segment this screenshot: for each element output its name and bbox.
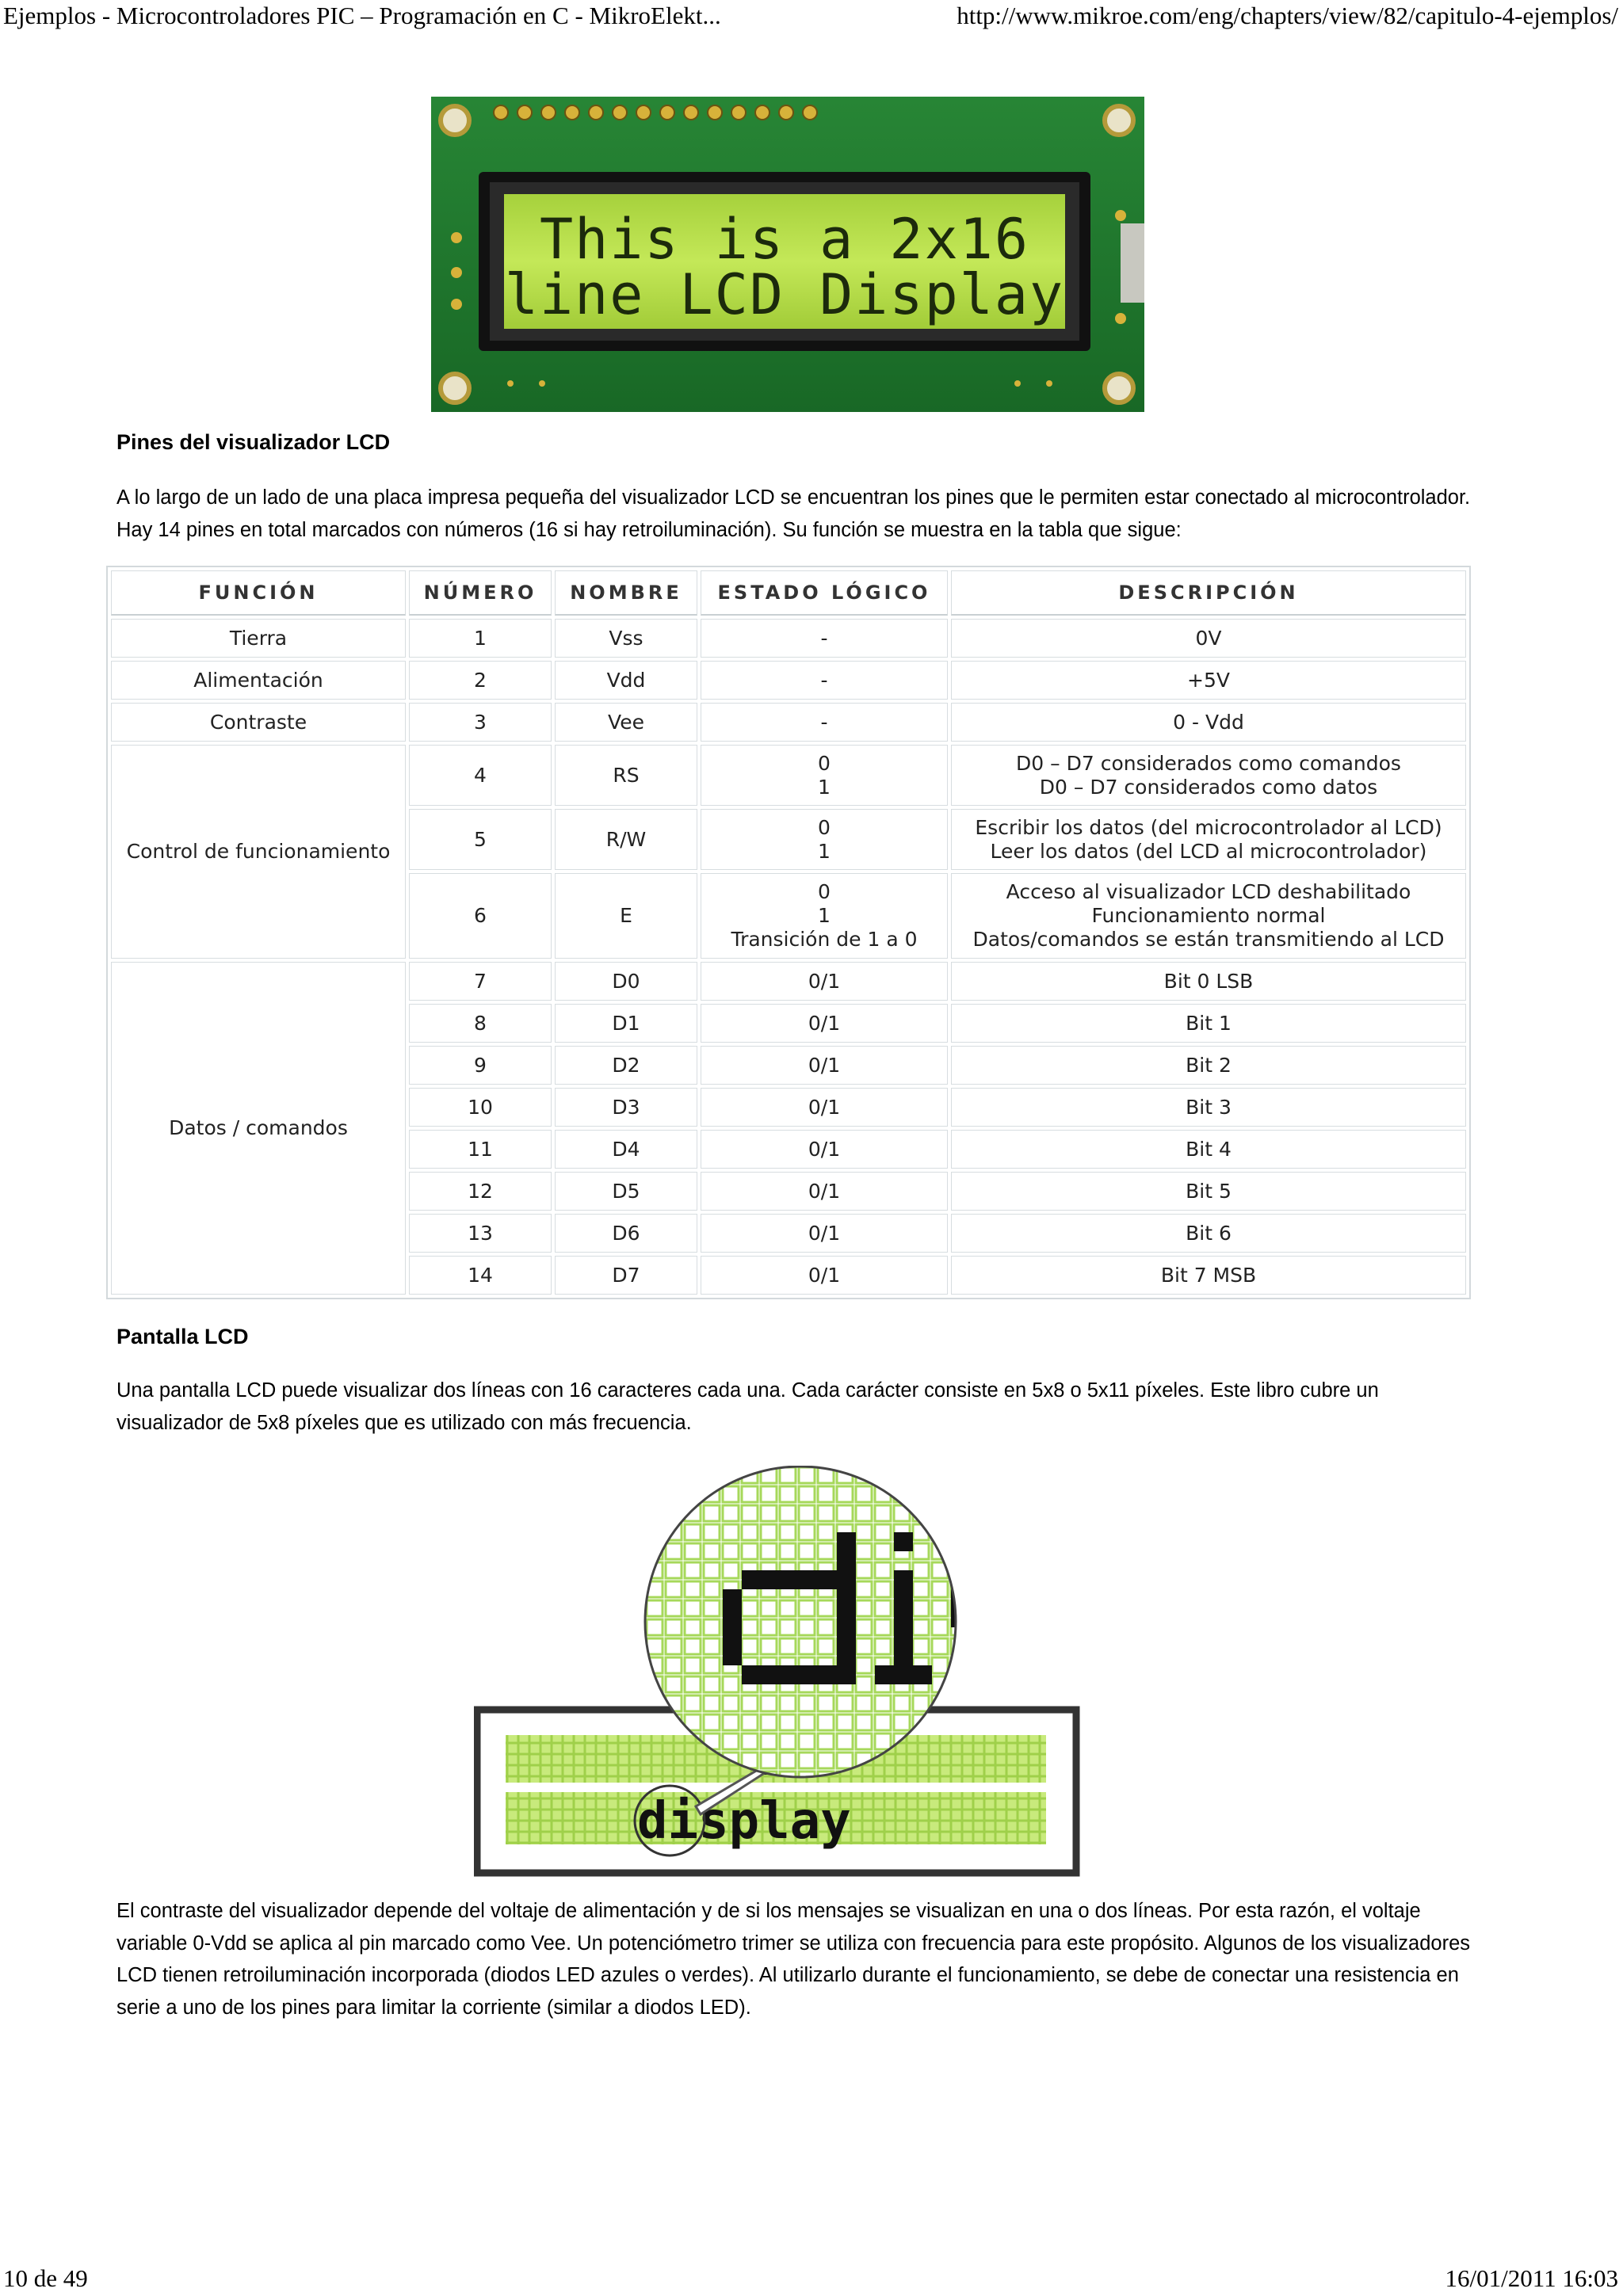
table-row: [111, 661, 1466, 700]
cell-numero: 2: [409, 661, 552, 700]
print-footer: [0, 2264, 1623, 2296]
table-row: [111, 619, 1466, 658]
cell-descripcion: Bit 7 MSB: [951, 1256, 1466, 1295]
cell-descripcion: Bit 4: [951, 1130, 1466, 1169]
cell-descripcion: 0V: [951, 619, 1466, 658]
estado-line: 0: [818, 751, 831, 775]
cell-descripcion: Bit 0 LSB: [951, 962, 1466, 1001]
cell-descripcion: [951, 745, 1466, 806]
cell-descripcion: [951, 873, 1466, 959]
cell-funcion: Contraste: [111, 703, 406, 742]
column-header-estado: ESTADO LÓGICO: [701, 570, 948, 616]
cell-numero: 4: [409, 745, 552, 806]
cell-estado: -: [701, 661, 948, 700]
cell-numero: 5: [409, 809, 552, 870]
cell-nombre: Vss: [555, 619, 697, 658]
cell-numero: 11: [409, 1130, 552, 1169]
estado-line: 1: [818, 775, 831, 799]
lcd-module-photo: [431, 97, 1144, 412]
cell-numero: 14: [409, 1256, 552, 1295]
lcd-line-2: line LCD Display: [504, 262, 1065, 327]
cell-descripcion: 0 - Vdd: [951, 703, 1466, 742]
table-row: [111, 703, 1466, 742]
cell-estado: [701, 809, 948, 870]
cell-nombre: RS: [555, 745, 697, 806]
section-heading-screen: Pantalla LCD: [116, 1325, 249, 1348]
cell-estado: -: [701, 703, 948, 742]
estado-line: 1: [818, 904, 831, 927]
cell-nombre: Vdd: [555, 661, 697, 700]
cell-funcion: Tierra: [111, 619, 406, 658]
estado-line: 1: [818, 839, 831, 863]
cell-estado: 0/1: [701, 1130, 948, 1169]
cell-nombre: D6: [555, 1214, 697, 1253]
cell-nombre: Vee: [555, 703, 697, 742]
print-page-title: Ejemplos - Microcontroladores PIC – Programación en C - MikroElekt...: [3, 2, 721, 29]
cell-descripcion: Bit 1: [951, 1004, 1466, 1043]
print-header: [0, 2, 1623, 33]
column-header-funcion: FUNCIÓN: [111, 570, 406, 616]
descripcion-line: D0 – D7 considerados como comandos: [1016, 751, 1401, 775]
table-header-row: [111, 570, 1466, 616]
cell-estado: -: [701, 619, 948, 658]
lcd-pixel-zoom-illustration: [474, 1466, 1124, 1878]
cell-numero: 1: [409, 619, 552, 658]
cell-estado: [701, 873, 948, 959]
cell-estado: 0/1: [701, 1214, 948, 1253]
table-row: [111, 745, 1466, 806]
cell-nombre: D2: [555, 1046, 697, 1085]
lcd-module-illustration: [431, 97, 1144, 412]
cell-estado: 0/1: [701, 962, 948, 1001]
cell-numero: 6: [409, 873, 552, 959]
descripcion-line: Acceso al visualizador LCD deshabilitado: [1006, 880, 1411, 903]
cell-funcion-group: Control de funcionamiento: [111, 745, 406, 959]
cell-descripcion: Bit 6: [951, 1214, 1466, 1253]
cell-numero: 3: [409, 703, 552, 742]
cell-nombre: D4: [555, 1130, 697, 1169]
cell-nombre: R/W: [555, 809, 697, 870]
column-header-descripcion: DESCRIPCIÓN: [951, 570, 1466, 616]
print-datetime: 16/01/2011 16:03: [1445, 2264, 1618, 2292]
cell-nombre: D7: [555, 1256, 697, 1295]
cell-descripcion: +5V: [951, 661, 1466, 700]
cell-funcion: Alimentación: [111, 661, 406, 700]
column-header-numero: NÚMERO: [409, 570, 552, 616]
section-paragraph-pins: A lo largo de un lado de una placa impresa pequeña del visualizador LCD se encuentran los pines que le permiten estar conectado al microcontrolador. Hay 14 pines en total marcados con números (16 si hay retroiluminación). Su función se muestra en la tabla que sigue:: [116, 486, 1471, 541]
cell-numero: 12: [409, 1172, 552, 1211]
cell-numero: 13: [409, 1214, 552, 1253]
cell-nombre: D1: [555, 1004, 697, 1043]
print-page-number: 10 de 49: [3, 2264, 88, 2292]
cell-nombre: D3: [555, 1088, 697, 1127]
lcd-pixel-zoom-figure: [474, 1466, 1124, 1878]
contrast-paragraph: El contraste del visualizador depende del voltaje de alimentación y de si los mensajes se visualizan en una o dos líneas. Por esta razón, el voltaje variable 0-Vdd se aplica al pin marcado como Vee. Un potenciómetro trimer se utiliza con frecuencia para este propósito. Algunos de los visualizadores LCD tienen retroiluminación incorporada (diodos LED azules o verdes). Al utilizarlo durante el funcionamiento, se debe de conectar una resistencia en serie a uno de los pines para limitar la corriente (similar a diodos LED).: [116, 1900, 1471, 2019]
print-page-url: http://www.mikroe.com/eng/chapters/view/82/capitulo-4-ejemplos/: [957, 2, 1618, 29]
cell-nombre: D0: [555, 962, 697, 1001]
descripcion-line: Funcionamiento normal: [1091, 904, 1326, 927]
cell-nombre: E: [555, 873, 697, 959]
cell-descripcion: Bit 2: [951, 1046, 1466, 1085]
table-row: [111, 962, 1466, 1001]
descripcion-line: Leer los datos (del LCD al microcontrolador): [990, 839, 1427, 863]
descripcion-line: D0 – D7 considerados como datos: [1039, 775, 1378, 799]
cell-estado: 0/1: [701, 1046, 948, 1085]
cell-estado: 0/1: [701, 1256, 948, 1295]
cell-funcion-group: Datos / comandos: [111, 962, 406, 1295]
cell-descripcion: Bit 5: [951, 1172, 1466, 1211]
cell-estado: 0/1: [701, 1004, 948, 1043]
descripcion-line: Escribir los datos (del microcontrolador al LCD): [975, 815, 1442, 839]
estado-line: 0: [818, 880, 831, 903]
descripcion-line: Datos/comandos se están transmitiendo al LCD: [972, 928, 1445, 951]
cell-numero: 7: [409, 962, 552, 1001]
lcd-pins-table: [108, 567, 1469, 1298]
cell-numero: 10: [409, 1088, 552, 1127]
cell-numero: 9: [409, 1046, 552, 1085]
cell-estado: 0/1: [701, 1172, 948, 1211]
section-paragraph-screen: Una pantalla LCD puede visualizar dos líneas con 16 caracteres cada una. Cada carácter consiste en 5x8 o 5x11 píxeles. Este libro cubre un visualizador de 5x8 píxeles que es utilizado con más frecuencia.: [116, 1379, 1379, 1434]
cell-descripcion: Bit 3: [951, 1088, 1466, 1127]
estado-line: 0: [818, 815, 831, 839]
cell-nombre: D5: [555, 1172, 697, 1211]
section-heading-pins: Pines del visualizador LCD: [116, 430, 391, 454]
zoom-line-2: display: [637, 1792, 851, 1851]
column-header-nombre: NOMBRE: [555, 570, 697, 616]
cell-estado: [701, 745, 948, 806]
cell-numero: 8: [409, 1004, 552, 1043]
cell-estado: 0/1: [701, 1088, 948, 1127]
estado-line: Transición de 1 a 0: [731, 928, 918, 951]
lcd-line-1: This is a 2x16: [539, 207, 1030, 272]
cell-descripcion: [951, 809, 1466, 870]
